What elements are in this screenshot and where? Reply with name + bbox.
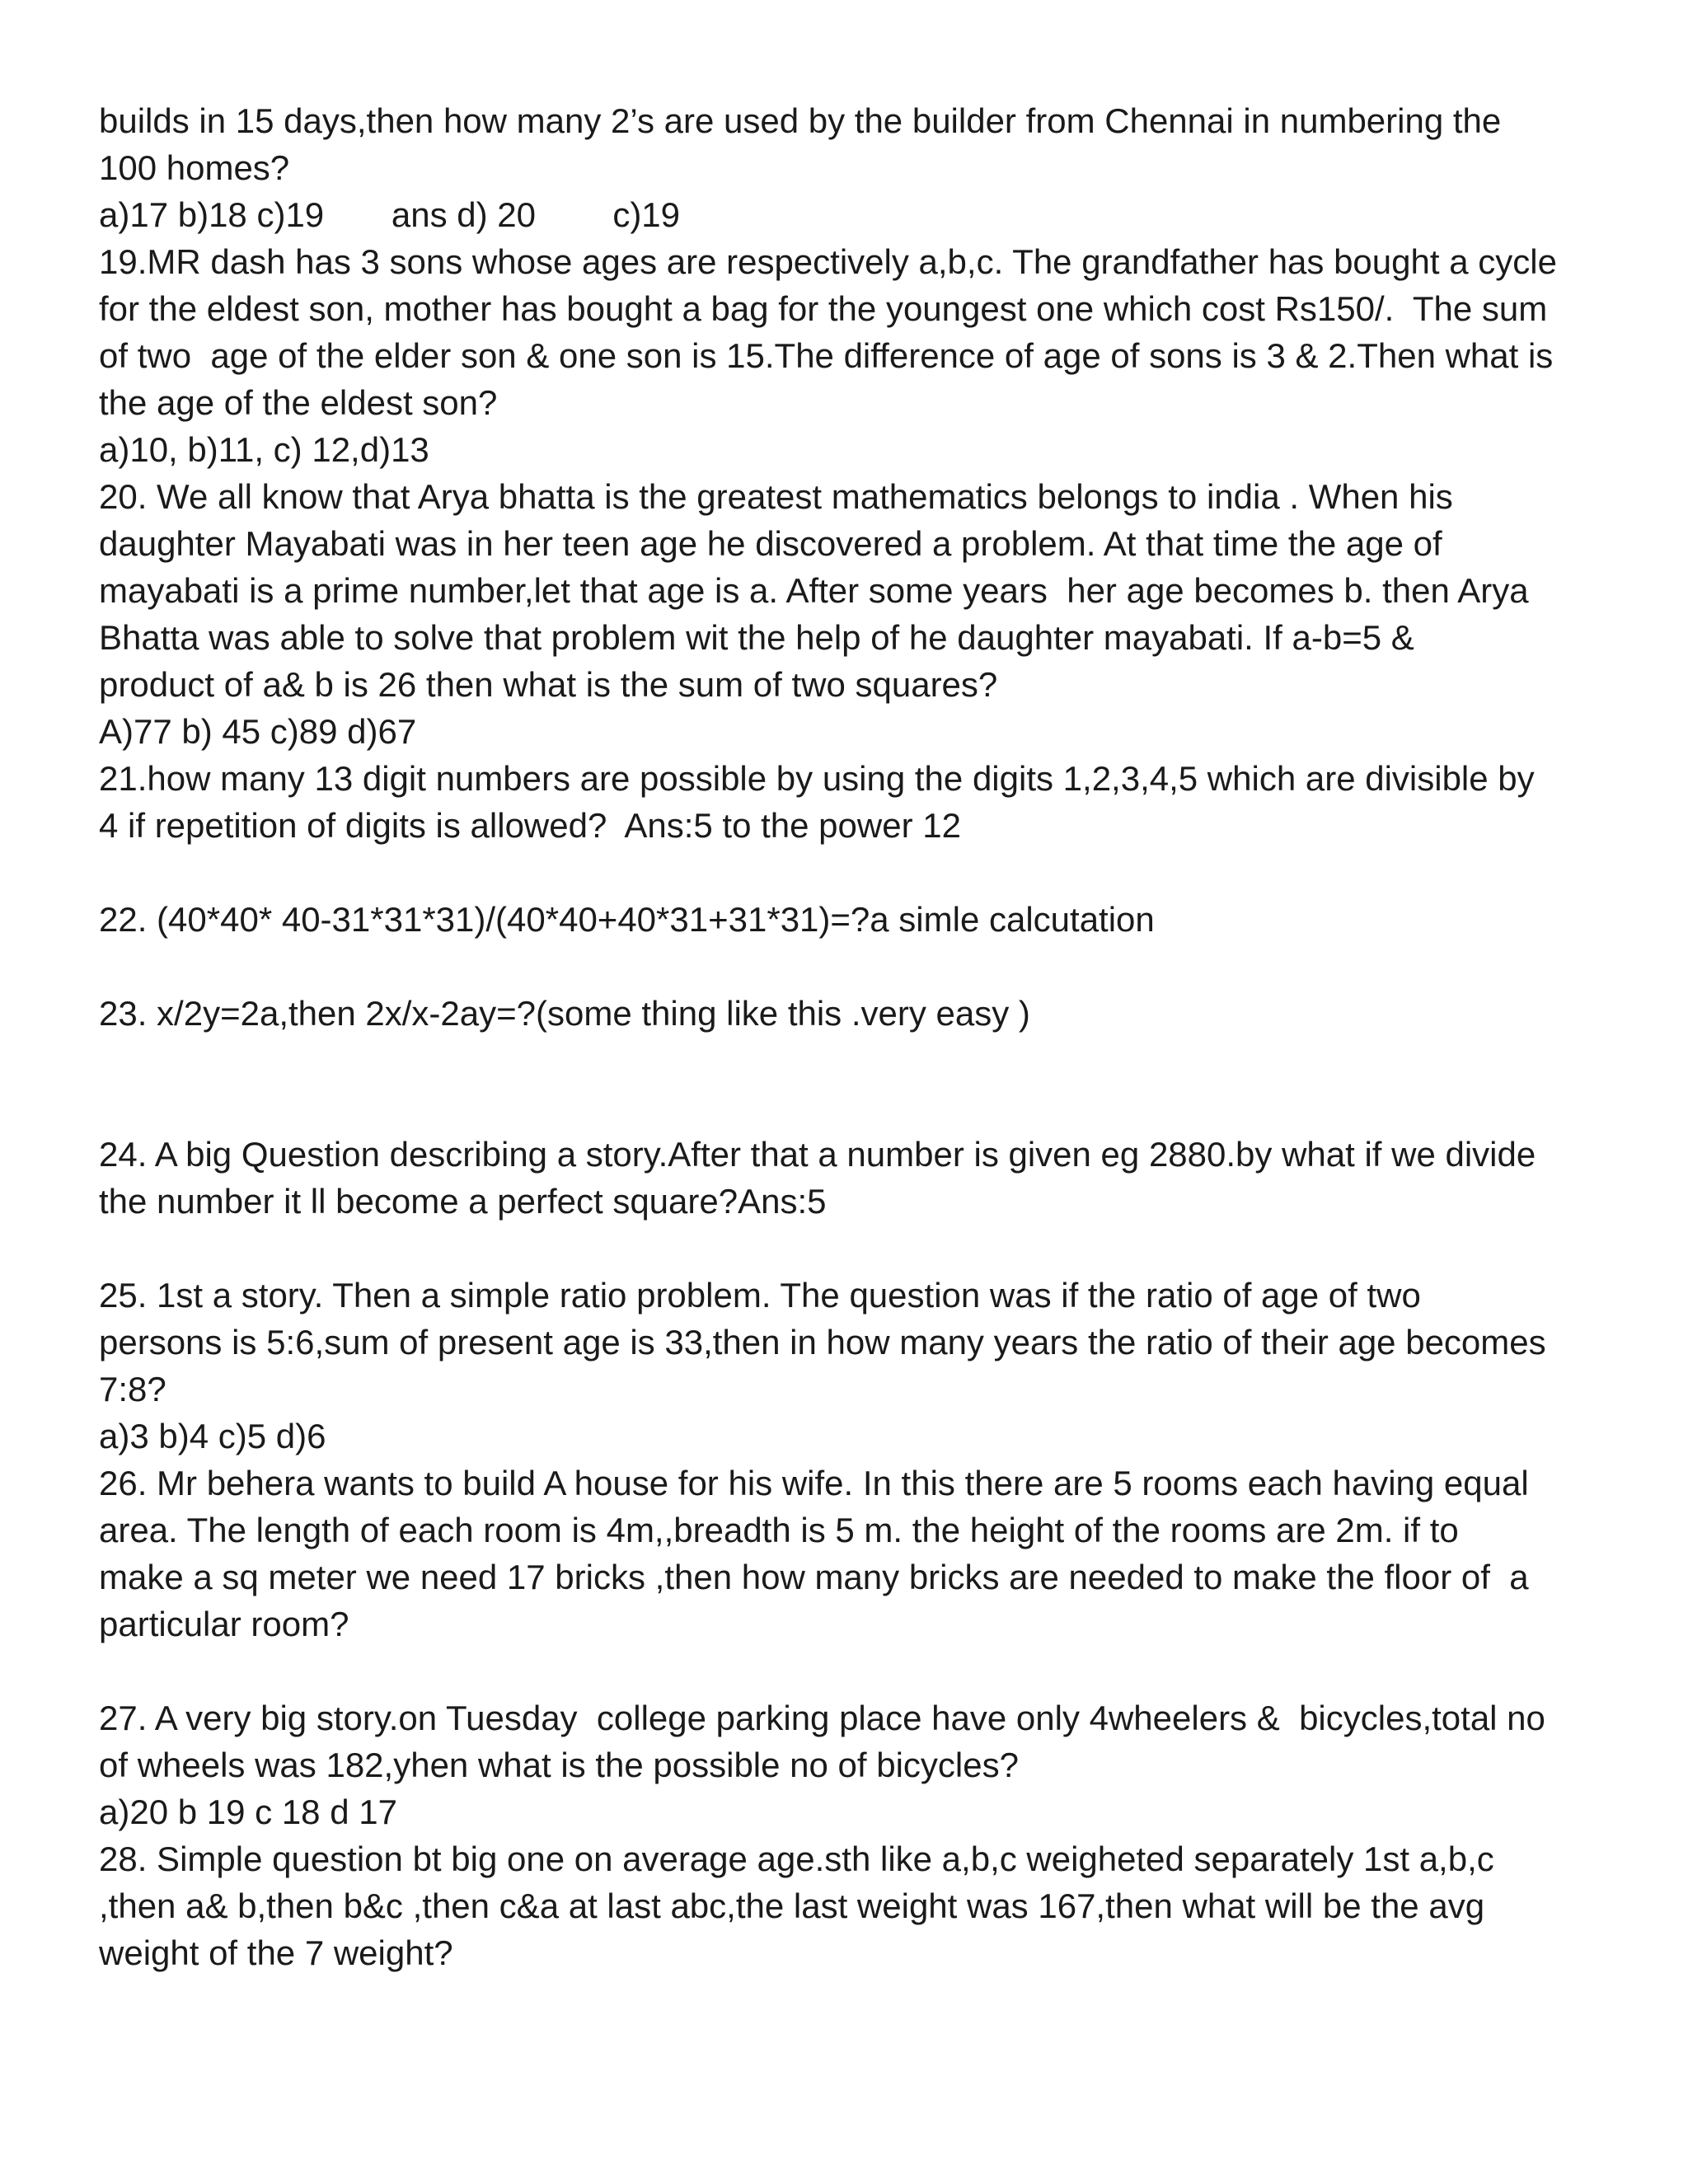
answer-options: a)17 b)18 c)19 ans d) 20 c)19 — [99, 195, 681, 234]
blank-line — [99, 1225, 1599, 1272]
answer-options: a)10, b)11, c) 12,d)13 — [99, 430, 429, 469]
text-line: builds in 15 days,then how many 2’s are used by the builder from Chennai in numbering the — [99, 101, 1502, 140]
question-27: 27. A very big story.on Tuesday college parking place have only 4wheelers & bicycles,total no — [99, 1699, 1545, 1737]
blank-line — [99, 849, 1599, 896]
text-line: 100 homes? — [99, 148, 290, 187]
text-line: for the eldest son, mother has bought a bag for the youngest one which cost Rs150/. The sum — [99, 289, 1548, 328]
text-line: weight of the 7 weight? — [99, 1933, 453, 1972]
question-28: 28. Simple question bt big one on average age.sth like a,b,c weigheted separately 1st a,b,c — [99, 1840, 1494, 1878]
text-line: daughter Mayabati was in her teen age he discovered a problem. At that time the age of — [99, 524, 1442, 563]
question-20: 20. We all know that Arya bhatta is the greatest mathematics belongs to india . When his — [99, 477, 1453, 516]
text-line: Bhatta was able to solve that problem wit the help of he daughter mayabati. If a-b=5 & — [99, 618, 1414, 657]
text-line: mayabati is a prime number,let that age is a. After some years her age becomes b. then Arya — [99, 571, 1529, 610]
text-line: of wheels was 182,yhen what is the possible no of bicycles? — [99, 1746, 1019, 1784]
question-24: 24. A big Question describing a story.After that a number is given eg 2880.by what if we divide — [99, 1135, 1536, 1174]
blank-line — [99, 1647, 1599, 1694]
blank-line — [99, 943, 1599, 990]
text-line: persons is 5:6,sum of present age is 33,then in how many years the ratio of their age becomes — [99, 1323, 1546, 1361]
document-page — [99, 97, 1599, 1976]
question-19: 19.MR dash has 3 sons whose ages are respectively a,b,c. The grandfather has bought a cycle — [99, 242, 1557, 281]
text-line: particular room? — [99, 1605, 349, 1643]
text-line: ,then a& b,then b&c ,then c&a at last abc,the last weight was 167,then what will be the avg — [99, 1886, 1485, 1925]
question-22: 22. (40*40* 40-31*31*31)/(40*40+40*31+31*31)=?a simle calcutation — [99, 900, 1155, 939]
answer-options: a)3 b)4 c)5 d)6 — [99, 1417, 326, 1455]
text-line: 4 if repetition of digits is allowed? Ans:5 to the power 12 — [99, 806, 961, 845]
text-line: the age of the eldest son? — [99, 383, 498, 422]
question-25: 25. 1st a story. Then a simple ratio problem. The question was if the ratio of age of two — [99, 1276, 1421, 1315]
text-line: area. The length of each room is 4m,,breadth is 5 m. the height of the rooms are 2m. if to — [99, 1511, 1459, 1549]
question-26: 26. Mr behera wants to build A house for his wife. In this there are 5 rooms each having equal — [99, 1464, 1529, 1502]
text-line: 7:8? — [99, 1370, 166, 1408]
text-line: product of a& b is 26 then what is the sum of two squares? — [99, 665, 998, 704]
blank-space — [99, 1037, 1599, 1131]
text-line: the number it ll become a perfect square?Ans:5 — [99, 1182, 827, 1221]
question-23: 23. x/2y=2a,then 2x/x-2ay=?(some thing like this .very easy ) — [99, 994, 1030, 1033]
text-line: make a sq meter we need 17 bricks ,then how many bricks are needed to make the floor of a — [99, 1558, 1529, 1596]
question-21: 21.how many 13 digit numbers are possible by using the digits 1,2,3,4,5 which are divisible by — [99, 759, 1535, 798]
text-line: of two age of the elder son & one son is 15.The difference of age of sons is 3 & 2.Then what is — [99, 336, 1554, 375]
answer-options: A)77 b) 45 c)89 d)67 — [99, 712, 417, 751]
answer-options: a)20 b 19 c 18 d 17 — [99, 1793, 397, 1831]
